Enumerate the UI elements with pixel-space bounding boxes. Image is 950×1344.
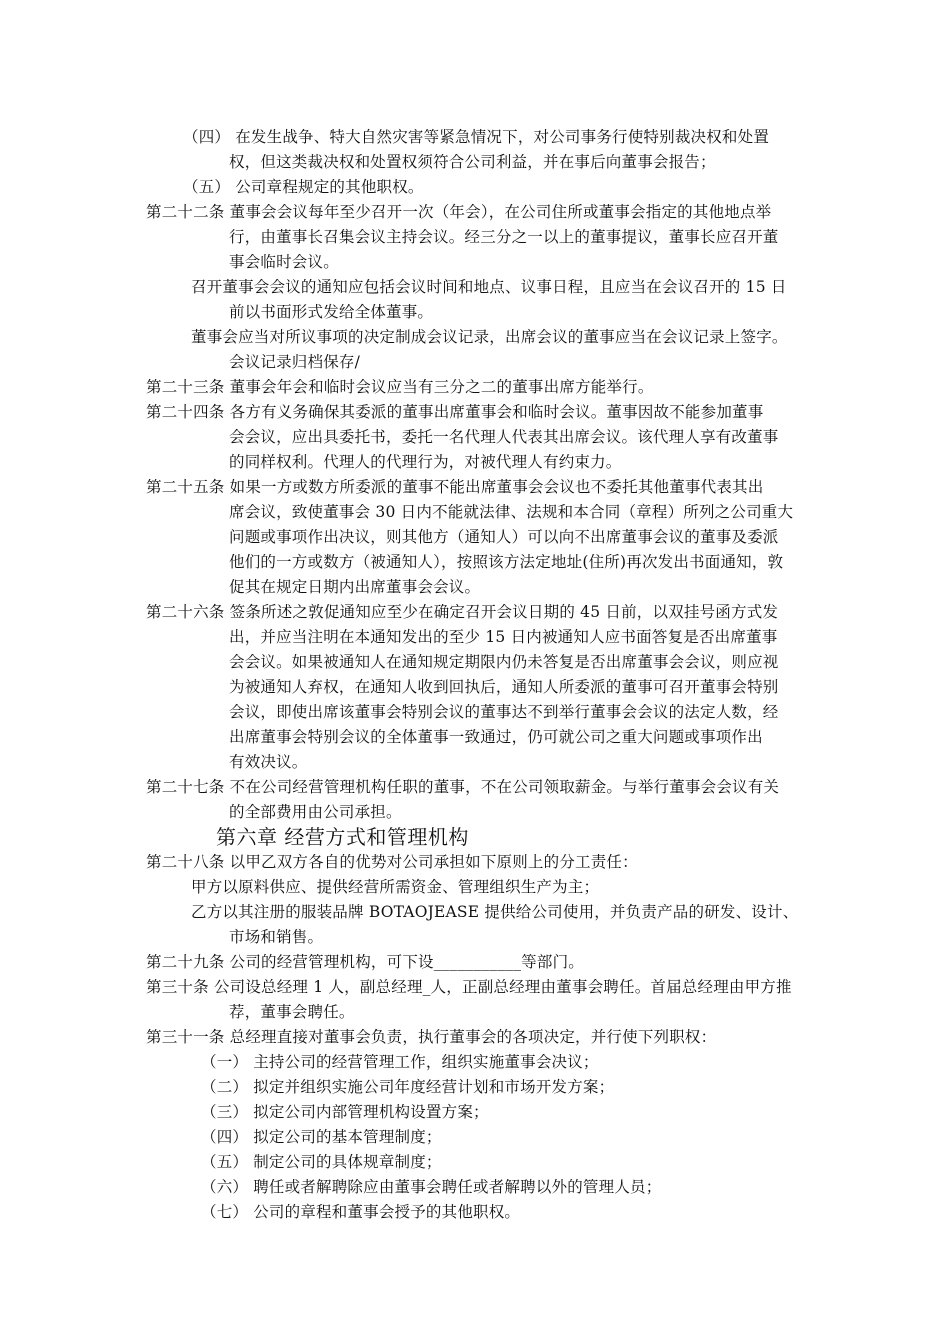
list-item: （五） 制定公司的具体规章制度； — [201, 1153, 442, 1171]
text-line: 席会议，致使董事会 30 日内不能就法律、法规和本合同（章程）所列之公司重大 — [229, 503, 794, 521]
text-line: 事会临时会议。 — [229, 253, 339, 271]
article-line: 第二十四条 各方有义务确保其委派的董事出席董事会和临时会议。董事因故不能参加董事 — [146, 403, 764, 421]
text-line: 问题或事项作出决议，则其他方（通知人）可以向不出席董事会议的董事及委派 — [229, 528, 779, 546]
text-line: （四） 在发生战争、特大自然灾害等紧急情况下，对公司事务行使特别裁决权和处置 — [183, 128, 770, 146]
article-line: 第二十二条 董事会会议每年至少召开一次（年会），在公司住所或董事会指定的其他地点举 — [146, 203, 772, 221]
text-line: 出席董事会特别会议的全体董事一致通过，仍可就公司之重大问题或事项作出 — [229, 728, 763, 746]
text-line: 的同样权利。代理人的代理行为，对被代理人有约束力。 — [229, 453, 622, 471]
text-line: 权，但这类裁决权和处置权须符合公司利益，并在事后向董事会报告； — [229, 153, 716, 171]
list-item: （四） 拟定公司的基本管理制度； — [201, 1128, 442, 1146]
list-item: （六） 聘任或者解聘除应由董事会聘任或者解聘以外的管理人员； — [201, 1178, 662, 1196]
text-line: （五） 公司章程规定的其他职权。 — [183, 178, 424, 196]
text-line: 促其在规定日期内出席董事会会议。 — [229, 578, 481, 596]
article-line: 第二十八条 以甲乙双方各自的优势对公司承担如下原则上的分工责任： — [146, 853, 638, 871]
text-line: 荐，董事会聘任。 — [229, 1003, 355, 1021]
text-line: 会议记录归档保存/ — [229, 353, 361, 371]
article-line: 第三十条 公司设总经理 1 人，副总经理_人，正副总经理由董事会聘任。首届总经理由甲方推 — [146, 978, 792, 996]
list-item: （二） 拟定并组织实施公司年度经营计划和市场开发方案； — [201, 1078, 615, 1096]
text-line: 有效决议。 — [229, 753, 308, 771]
list-item: （三） 拟定公司内部管理机构设置方案； — [201, 1103, 489, 1121]
text-line: 召开董事会会议的通知应包括会议时间和地点、议事日程，且应当在会议召开的 15 日 — [191, 278, 787, 296]
text-line: 甲方以原料供应、提供经营所需资金、管理组织生产为主； — [191, 878, 600, 896]
list-item: （一） 主持公司的经营管理工作，组织实施董事会决议； — [201, 1053, 599, 1071]
text-line: 乙方以其注册的服装品牌 BOTAOJEASE 提供给公司使用，并负责产品的研发、设计、 — [191, 903, 799, 921]
text-line: 的全部费用由公司承担。 — [229, 803, 402, 821]
text-line: 前以书面形式发给全体董事。 — [229, 303, 434, 321]
text-line: 会会议，应出具委托书，委托一名代理人代表其出席会议。该代理人享有改董事 — [229, 428, 779, 446]
list-item: （七） 公司的章程和董事会授予的其他职权。 — [201, 1203, 521, 1221]
article-line: 第三十一条 总经理直接对董事会负责，执行董事会的各项决定，并行使下列职权： — [146, 1028, 717, 1046]
chapter-heading: 第六章 经营方式和管理机构 — [216, 825, 469, 849]
article-line: 第二十九条 公司的经营管理机构，可下设___________等部门。 — [146, 953, 584, 971]
text-line: 董事会应当对所议事项的决定制成会议记录，出席会议的董事应当在会议记录上签字。 — [191, 328, 788, 346]
text-line: 行，由董事长召集会议主持会议。经三分之一以上的董事提议，董事长应召开董 — [229, 228, 779, 246]
text-line: 出，并应当注明在本通知发出的至少 15 日内被通知人应书面答复是否出席董事 — [229, 628, 778, 646]
text-line: 为被通知人弃权，在通知人收到回执后，通知人所委派的董事可召开董事会特别 — [229, 678, 779, 696]
text-line: 会会议。如果被通知人在通知规定期限内仍未答复是否出席董事会会议，则应视 — [229, 653, 779, 671]
article-line: 第二十七条 不在公司经营管理机构任职的董事，不在公司领取薪金。与举行董事会会议有关 — [146, 778, 780, 796]
text-line: 会议，即使出席该董事会特别会议的董事达不到举行董事会会议的法定人数，经 — [229, 703, 779, 721]
article-line: 第二十六条 签条所述之敦促通知应至少在确定召开会议日期的 45 日前，以双挂号函方式发 — [146, 603, 779, 621]
article-line: 第二十三条 董事会年会和临时会议应当有三分之二的董事出席方能举行。 — [146, 378, 654, 396]
text-line: 市场和销售。 — [229, 928, 324, 946]
article-line: 第二十五条 如果一方或数方所委派的董事不能出席董事会会议也不委托其他董事代表其出 — [146, 478, 764, 496]
text-line: 他们的一方或数方（被通知人），按照该方法定地址(住所)再次发出书面通知，敦 — [229, 553, 784, 571]
